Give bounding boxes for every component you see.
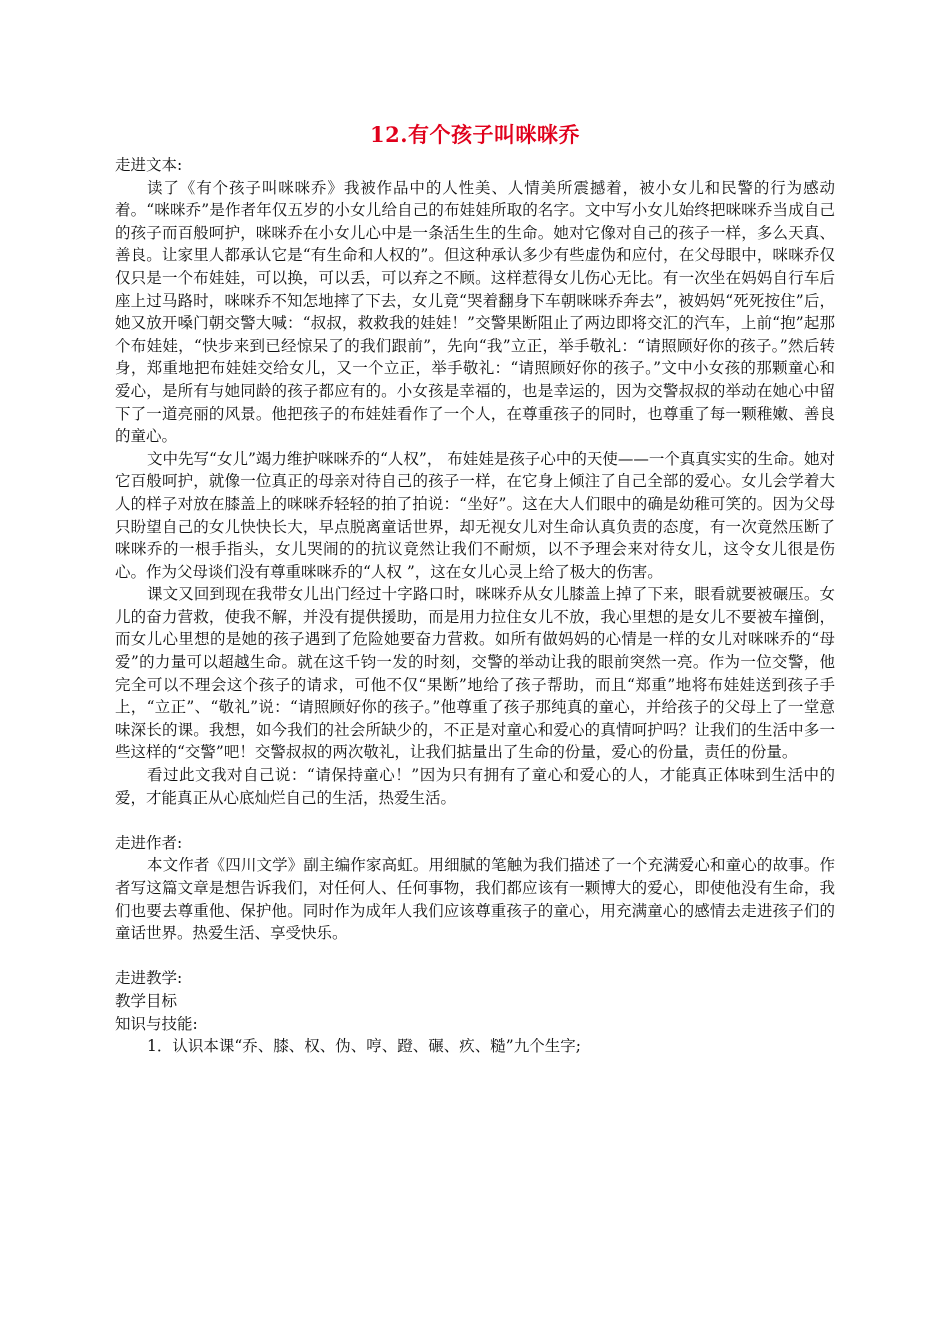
knowledge-skills-label: 知识与技能:	[115, 1014, 198, 1033]
spacer	[115, 809, 835, 832]
section-heading-text: 走进文本:	[115, 156, 183, 174]
text-paragraph-3: 课文又回到现在我带女儿出门经过十字路口时，咪咪乔从女儿膝盖上掉了下来，眼看就要被碾压。女儿的奋力营救，使我不解，并没有提供援助，而是用力拉住女儿不放，我心里想的是女儿不要被车撞倒，而女儿心里想的是她的孩子遇到了危险她要奋力营救。如所有做妈妈的心情是一样的女儿对咪咪乔的“母爱”的力量可以超越生命。就在这千钧一发的时刻，交警的举动让我的眼前突然一亮。作为一位交警，他完全可以不理会这个孩子的请求，可他不仅“果断”地给了孩子帮助，而且“郑重”地将布娃娃送到孩子手上，“立正”、“敬礼”说：“请照顾好你的孩子。”他尊重了孩子那纯真的童心，并给孩子的父母上了一堂意味深长的课。我想，如今我们的社会所缺少的，不正是对童心和爱心的真情呵护吗？让我们的生活中多一些这样的“交警”吧！交警叔叔的两次敬礼，让我们掂量出了生命的份量，爱心的份量，责任的份量。	[115, 585, 835, 762]
section-heading-author: 走进作者:	[115, 833, 183, 852]
document-page	[115, 120, 835, 1058]
text-paragraph-4: 看过此文我对自己说：“请保持童心！”因为只有拥有了童心和爱心的人，才能真正体味到生活中的爱，才能真正从心底灿烂自己的生活，热爱生活。	[115, 766, 835, 807]
teaching-item-1: 1．认识本课“乔、膝、权、伪、哼、蹬、碾、疚、糙”九个生字;	[147, 1037, 581, 1056]
text-paragraph-2: 文中先写“女儿”竭力维护咪咪乔的“人权”， 布娃娃是孩子心中的天使——一个真真实实的生命。她对它百般呵护，就像一位真正的母亲对待自己的孩子一样，在它身上倾注了自己全部的爱心。女儿会学着大人的样子对放在膝盖上的咪咪乔轻轻的拍了拍说：“坐好”。这在大人们眼中的确是幼稚可笑的。因为父母只盼望自己的女儿快快长大，早点脱离童话世界，却无视女儿对生命认真负责的态度，有一次竟然压断了咪咪乔的一根手指头，女儿哭闹的的抗议竟然让我们不耐烦，以不予理会来对待女儿，这令女儿很是伤心。作为父母谈们没有尊重咪咪乔的“人权 ”，这在女儿心灵上给了极大的伤害。	[115, 449, 835, 581]
page-title: 12.有个孩子叫咪咪乔	[369, 122, 581, 147]
teaching-goal-label: 教学目标	[115, 991, 178, 1010]
text-paragraph-1: 读了《有个孩子叫咪咪乔》我被作品中的人性美、人情美所震撼着，被小女儿和民警的行为感动着。“咪咪乔”是作者年仅五岁的小女儿给自己的布娃娃所取的名字。文中写小女儿始终把咪咪乔当成自己的孩子而百般呵护，咪咪乔在小女儿心中是一条活生生的生命。她对它像对自己的孩子一样，多么天真、善良。让家里人都承认它是“有生命和人权的”。但这种承认多少有些虚伪和应付，在父母眼中，咪咪乔仅仅只是一个布娃娃，可以换，可以丢，可以弃之不顾。这样惹得女儿伤心无比。有一次坐在妈妈自行车后座上过马路时，咪咪乔不知怎地摔了下去，女儿竟“哭着翻身下车朝咪咪乔奔去”，被妈妈“死死按住”后，她又放开嗓门朝交警大喊：“叔叔，救救我的娃娃！”交警果断阻止了两边即将交汇的汽车，上前“抱”起那个布娃娃，“快步来到已经惊呆了的我们跟前”，先向“我”立正，举手敬礼：“请照顾好你的孩子。”然后转身，郑重地把布娃娃交给女儿，又一个立正，举手敬礼：“请照顾好你的孩子。”文中小女孩的那颗童心和爱心，是所有与她同龄的孩子都应有的。小女孩是幸福的，也是幸运的，因为交警叔叔的举动在她心中留下了一道亮丽的风景。他把孩子的布娃娃看作了一个人，在尊重孩子的同时，也尊重了每一颗稚嫩、善良的童心。	[115, 178, 835, 446]
section-heading-teaching: 走进教学:	[115, 969, 183, 988]
spacer	[115, 945, 835, 968]
author-paragraph: 本文作者《四川文学》副主编作家高虹。用细腻的笔触为我们描述了一个充满爱心和童心的故事。作者写这篇文章是想告诉我们，对任何人、任何事物，我们都应该有一颗博大的爱心，即使他没有生命，我们也要去尊重他、保护他。同时作为成年人我们应该尊重孩子的童心，用充满童心的感情去走进孩子们的童话世界。热爱生活、享受快乐。	[115, 856, 835, 943]
